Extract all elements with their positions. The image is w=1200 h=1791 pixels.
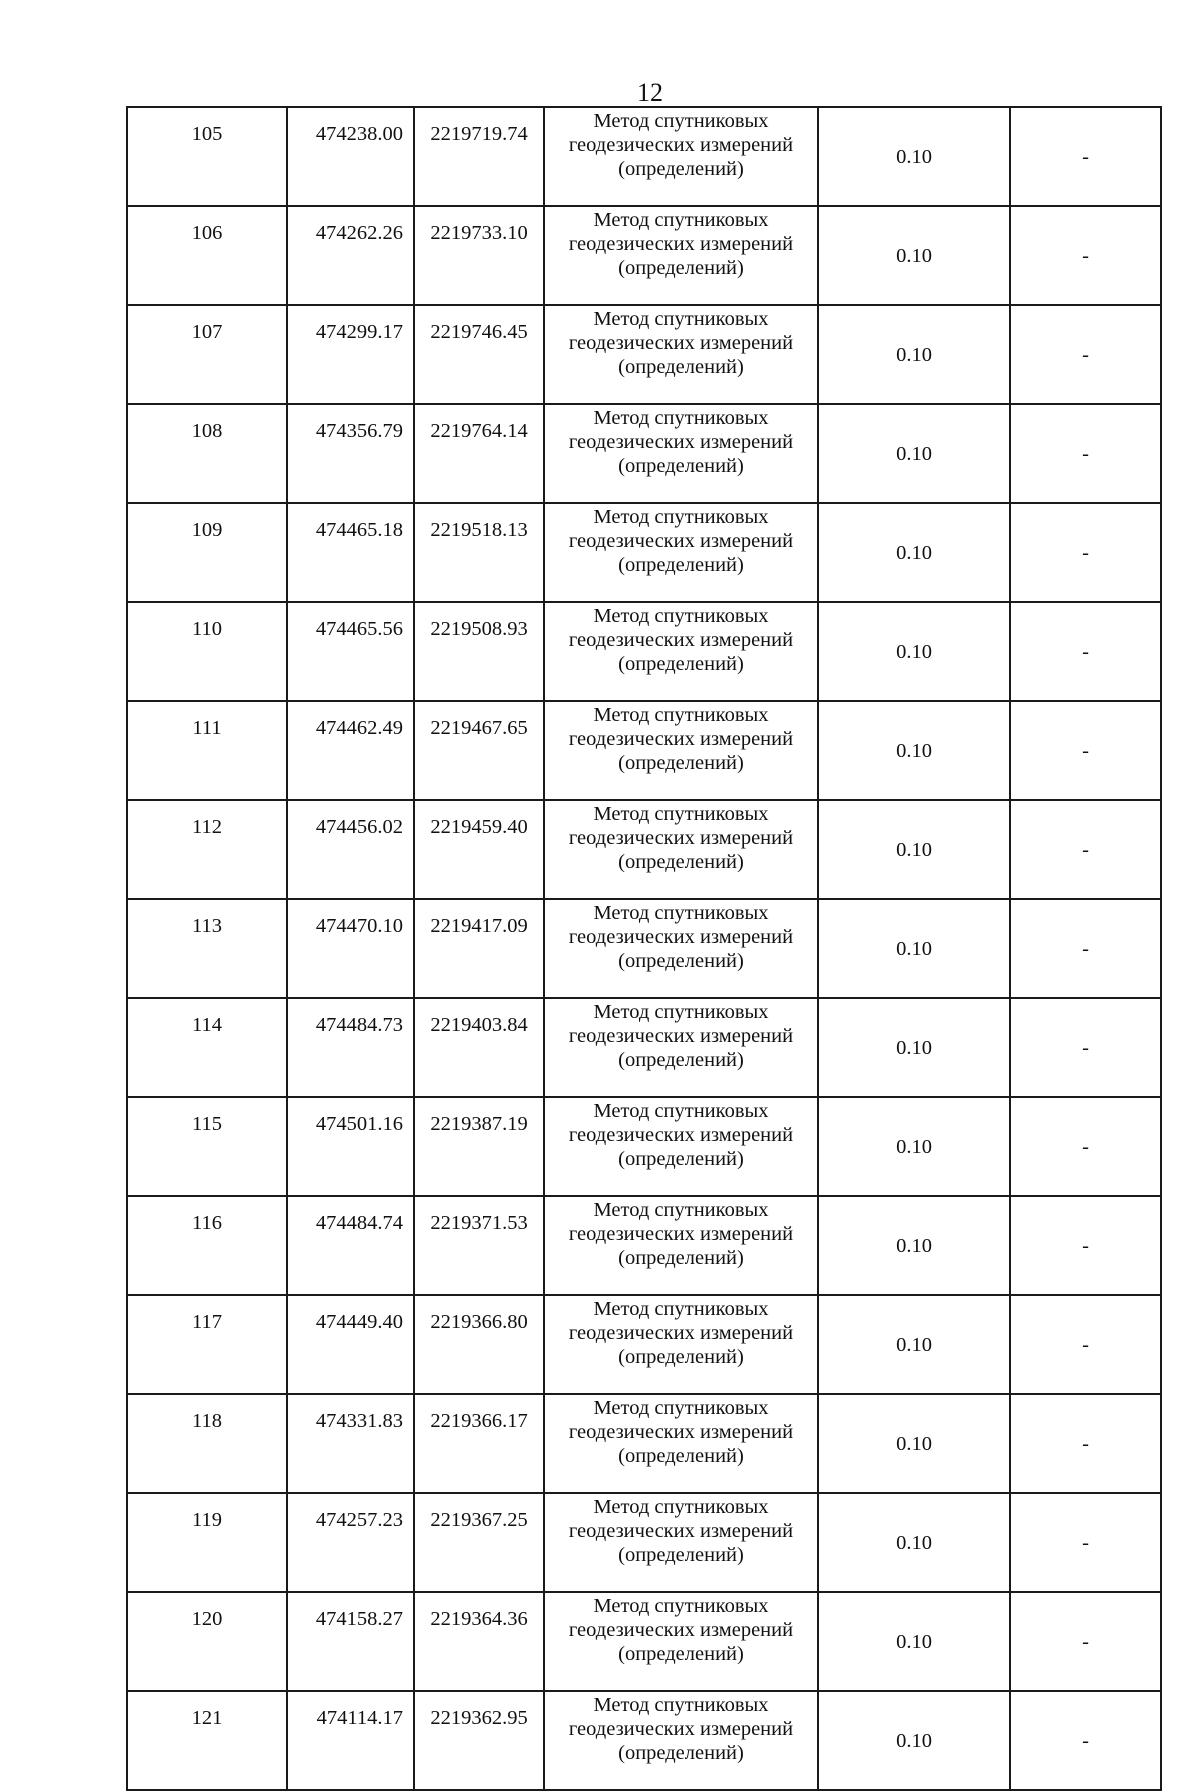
x-coordinate-cell: 474465.56 xyxy=(287,602,414,701)
y-coordinate-cell: 2219518.13 xyxy=(414,503,544,602)
table-row xyxy=(127,1691,1161,1790)
table-row xyxy=(127,800,1161,899)
note-cell: - xyxy=(1010,899,1161,998)
method-text-line: Метод спутниковых xyxy=(593,209,769,231)
x-coordinate-cell: 474299.17 xyxy=(287,305,414,404)
method-text-line: Метод спутниковых xyxy=(593,506,769,528)
method-text-line: геодезических измерений xyxy=(568,530,794,552)
accuracy-cell: 0.10 xyxy=(818,1592,1010,1691)
point-number-cell: 114 xyxy=(127,998,287,1097)
method-text-line: геодезических измерений xyxy=(568,332,794,354)
method-text-line: геодезических измерений xyxy=(568,728,794,750)
accuracy-cell: 0.10 xyxy=(818,1394,1010,1493)
method-cell xyxy=(544,305,818,404)
method-text-line: Метод спутниковых xyxy=(593,1100,769,1122)
x-coordinate-cell: 474465.18 xyxy=(287,503,414,602)
x-coordinate-cell: 474114.17 xyxy=(287,1691,414,1790)
method-text-line: геодезических измерений xyxy=(568,1421,794,1443)
method-text-line: (определений) xyxy=(618,1643,744,1665)
table-row xyxy=(127,1097,1161,1196)
x-coordinate-cell: 474501.16 xyxy=(287,1097,414,1196)
method-text-line: (определений) xyxy=(618,455,744,477)
table-row xyxy=(127,1592,1161,1691)
method-text-line: (определений) xyxy=(618,1445,744,1467)
method-text-line: геодезических измерений xyxy=(568,926,794,948)
y-coordinate-cell: 2219764.14 xyxy=(414,404,544,503)
method-text-line: Метод спутниковых xyxy=(593,1496,769,1518)
method-text-line: Метод спутниковых xyxy=(593,1298,769,1320)
note-cell: - xyxy=(1010,602,1161,701)
point-number-cell: 121 xyxy=(127,1691,287,1790)
table-row xyxy=(127,1295,1161,1394)
point-number-cell: 120 xyxy=(127,1592,287,1691)
method-text-line: (определений) xyxy=(618,1742,744,1764)
method-text-line: геодезических измерений xyxy=(568,629,794,651)
note-cell: - xyxy=(1010,998,1161,1097)
y-coordinate-cell: 2219403.84 xyxy=(414,998,544,1097)
method-text-line: Метод спутниковых xyxy=(593,902,769,924)
accuracy-cell: 0.10 xyxy=(818,206,1010,305)
method-text-line: Метод спутниковых xyxy=(593,704,769,726)
x-coordinate-cell: 474470.10 xyxy=(287,899,414,998)
note-cell: - xyxy=(1010,1097,1161,1196)
method-text-line: (определений) xyxy=(618,554,744,576)
method-text-line: геодезических измерений xyxy=(568,1718,794,1740)
x-coordinate-cell: 474462.49 xyxy=(287,701,414,800)
coordinates-table xyxy=(126,106,1162,1791)
point-number-cell: 111 xyxy=(127,701,287,800)
method-text-line: геодезических измерений xyxy=(568,1124,794,1146)
accuracy-cell: 0.10 xyxy=(818,107,1010,206)
table-row xyxy=(127,1493,1161,1592)
method-text-line: Метод спутниковых xyxy=(593,803,769,825)
point-number-cell: 105 xyxy=(127,107,287,206)
method-text-line: геодезических измерений xyxy=(568,134,794,156)
point-number-cell: 117 xyxy=(127,1295,287,1394)
method-text-line: (определений) xyxy=(618,257,744,279)
table-row xyxy=(127,305,1161,404)
method-text-line: (определений) xyxy=(618,1247,744,1269)
x-coordinate-cell: 474449.40 xyxy=(287,1295,414,1394)
method-cell xyxy=(544,701,818,800)
method-text-line: геодезических измерений xyxy=(568,1619,794,1641)
point-number-cell: 113 xyxy=(127,899,287,998)
point-number-cell: 107 xyxy=(127,305,287,404)
method-cell xyxy=(544,1295,818,1394)
accuracy-cell: 0.10 xyxy=(818,503,1010,602)
note-cell: - xyxy=(1010,1493,1161,1592)
method-cell xyxy=(544,899,818,998)
x-coordinate-cell: 474158.27 xyxy=(287,1592,414,1691)
y-coordinate-cell: 2219367.25 xyxy=(414,1493,544,1592)
point-number-cell: 110 xyxy=(127,602,287,701)
method-cell xyxy=(544,1196,818,1295)
note-cell: - xyxy=(1010,1592,1161,1691)
method-text-line: Метод спутниковых xyxy=(593,1001,769,1023)
x-coordinate-cell: 474238.00 xyxy=(287,107,414,206)
y-coordinate-cell: 2219417.09 xyxy=(414,899,544,998)
method-text-line: Метод спутниковых xyxy=(593,308,769,330)
method-text-line: (определений) xyxy=(618,158,744,180)
coordinates-table-body xyxy=(127,107,1161,1790)
point-number-cell: 118 xyxy=(127,1394,287,1493)
y-coordinate-cell: 2219467.65 xyxy=(414,701,544,800)
method-text-line: (определений) xyxy=(618,950,744,972)
accuracy-cell: 0.10 xyxy=(818,404,1010,503)
y-coordinate-cell: 2219366.17 xyxy=(414,1394,544,1493)
method-cell xyxy=(544,1097,818,1196)
note-cell: - xyxy=(1010,800,1161,899)
accuracy-cell: 0.10 xyxy=(818,1196,1010,1295)
method-text-line: (определений) xyxy=(618,653,744,675)
method-text-line: геодезических измерений xyxy=(568,1322,794,1344)
method-text-line: (определений) xyxy=(618,1148,744,1170)
point-number-cell: 108 xyxy=(127,404,287,503)
note-cell: - xyxy=(1010,503,1161,602)
point-number-cell: 109 xyxy=(127,503,287,602)
note-cell: - xyxy=(1010,1691,1161,1790)
x-coordinate-cell: 474262.26 xyxy=(287,206,414,305)
method-text-line: (определений) xyxy=(618,1346,744,1368)
accuracy-cell: 0.10 xyxy=(818,701,1010,800)
point-number-cell: 106 xyxy=(127,206,287,305)
point-number-cell: 115 xyxy=(127,1097,287,1196)
y-coordinate-cell: 2219508.93 xyxy=(414,602,544,701)
page-number: 12 xyxy=(637,78,663,107)
x-coordinate-cell: 474484.74 xyxy=(287,1196,414,1295)
table-row xyxy=(127,1394,1161,1493)
accuracy-cell: 0.10 xyxy=(818,998,1010,1097)
method-text-line: (определений) xyxy=(618,851,744,873)
method-text-line: геодезических измерений xyxy=(568,431,794,453)
y-coordinate-cell: 2219371.53 xyxy=(414,1196,544,1295)
note-cell: - xyxy=(1010,107,1161,206)
x-coordinate-cell: 474456.02 xyxy=(287,800,414,899)
accuracy-cell: 0.10 xyxy=(818,899,1010,998)
method-text-line: (определений) xyxy=(618,1544,744,1566)
note-cell: - xyxy=(1010,1196,1161,1295)
accuracy-cell: 0.10 xyxy=(818,1493,1010,1592)
table-row xyxy=(127,701,1161,800)
method-text-line: Метод спутниковых xyxy=(593,1397,769,1419)
x-coordinate-cell: 474356.79 xyxy=(287,404,414,503)
table-row xyxy=(127,503,1161,602)
y-coordinate-cell: 2219364.36 xyxy=(414,1592,544,1691)
method-text-line: (определений) xyxy=(618,752,744,774)
method-cell xyxy=(544,1493,818,1592)
method-text-line: Метод спутниковых xyxy=(593,1595,769,1617)
point-number-cell: 116 xyxy=(127,1196,287,1295)
method-text-line: (определений) xyxy=(618,356,744,378)
method-cell xyxy=(544,206,818,305)
method-text-line: Метод спутниковых xyxy=(593,605,769,627)
note-cell: - xyxy=(1010,1295,1161,1394)
method-cell xyxy=(544,503,818,602)
note-cell: - xyxy=(1010,206,1161,305)
method-text-line: Метод спутниковых xyxy=(593,110,769,132)
method-text-line: геодезических измерений xyxy=(568,1520,794,1542)
y-coordinate-cell: 2219362.95 xyxy=(414,1691,544,1790)
method-text-line: геодезических измерений xyxy=(568,827,794,849)
note-cell: - xyxy=(1010,305,1161,404)
method-text-line: Метод спутниковых xyxy=(593,1694,769,1716)
x-coordinate-cell: 474331.83 xyxy=(287,1394,414,1493)
method-text-line: Метод спутниковых xyxy=(593,1199,769,1221)
table-row xyxy=(127,206,1161,305)
note-cell: - xyxy=(1010,404,1161,503)
table-row xyxy=(127,998,1161,1097)
method-cell xyxy=(544,1691,818,1790)
y-coordinate-cell: 2219733.10 xyxy=(414,206,544,305)
method-cell xyxy=(544,602,818,701)
table-row xyxy=(127,602,1161,701)
method-text-line: геодезических измерений xyxy=(568,1223,794,1245)
accuracy-cell: 0.10 xyxy=(818,800,1010,899)
table-row xyxy=(127,899,1161,998)
method-cell xyxy=(544,1592,818,1691)
method-cell xyxy=(544,1394,818,1493)
note-cell: - xyxy=(1010,701,1161,800)
method-text-line: Метод спутниковых xyxy=(593,407,769,429)
method-text-line: геодезических измерений xyxy=(568,1025,794,1047)
method-cell xyxy=(544,998,818,1097)
accuracy-cell: 0.10 xyxy=(818,1097,1010,1196)
point-number-cell: 119 xyxy=(127,1493,287,1592)
table-row xyxy=(127,1196,1161,1295)
y-coordinate-cell: 2219746.45 xyxy=(414,305,544,404)
accuracy-cell: 0.10 xyxy=(818,305,1010,404)
point-number-cell: 112 xyxy=(127,800,287,899)
x-coordinate-cell: 474484.73 xyxy=(287,998,414,1097)
y-coordinate-cell: 2219719.74 xyxy=(414,107,544,206)
table-row xyxy=(127,404,1161,503)
table-row xyxy=(127,107,1161,206)
method-cell xyxy=(544,404,818,503)
note-cell: - xyxy=(1010,1394,1161,1493)
y-coordinate-cell: 2219366.80 xyxy=(414,1295,544,1394)
method-cell xyxy=(544,107,818,206)
method-text-line: геодезических измерений xyxy=(568,233,794,255)
method-text-line: (определений) xyxy=(618,1049,744,1071)
accuracy-cell: 0.10 xyxy=(818,1691,1010,1790)
y-coordinate-cell: 2219459.40 xyxy=(414,800,544,899)
y-coordinate-cell: 2219387.19 xyxy=(414,1097,544,1196)
method-cell xyxy=(544,800,818,899)
accuracy-cell: 0.10 xyxy=(818,602,1010,701)
accuracy-cell: 0.10 xyxy=(818,1295,1010,1394)
x-coordinate-cell: 474257.23 xyxy=(287,1493,414,1592)
